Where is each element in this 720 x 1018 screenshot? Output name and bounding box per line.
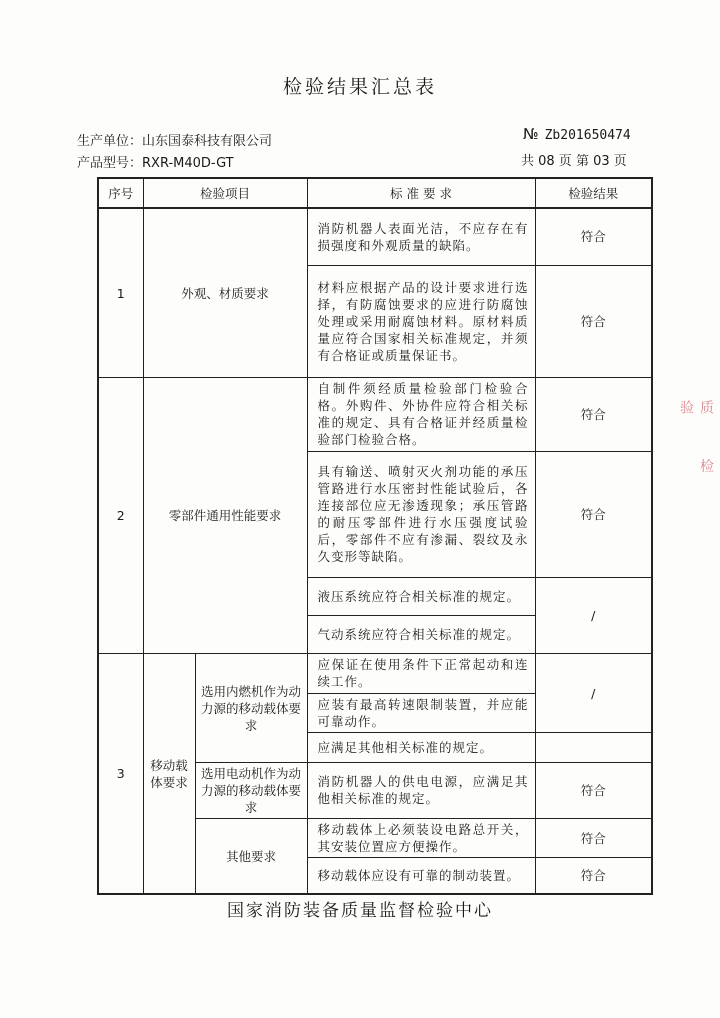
subitem-cell: 选用内燃机作为动力源的移动载体要求 [195, 654, 307, 762]
standard-cell: 移动载体应设有可靠的制动装置。 [307, 858, 535, 894]
standard-cell: 具有输送、喷射灭火剂功能的承压管路进行水压密封性能试验后，各连接部位应无渗透现象；承压管路的耐压零部件进行水压强度试验后，零部件不应有渗漏、裂纹及永久变形等缺陷。 [307, 451, 535, 578]
issuing-organization: 国家消防装备质量监督检验中心 [227, 901, 493, 921]
result-cell: 符合 [535, 858, 652, 894]
table-row [98, 378, 652, 451]
result-cell [535, 732, 652, 762]
result-cell: 符合 [535, 819, 652, 858]
row-no: 3 [98, 654, 143, 894]
standard-cell: 应装有最高转速限制装置，并应能可靠动作。 [307, 693, 535, 732]
header-no: 序号 [98, 178, 143, 208]
subitem-cell: 其他要求 [195, 819, 307, 894]
table-row [98, 208, 652, 265]
header-standard: 标 准 要 求 [307, 178, 535, 208]
row-item: 零部件通用性能要求 [143, 378, 307, 654]
result-cell: 符合 [535, 208, 652, 265]
table-header-row [98, 178, 652, 208]
table-row [98, 654, 652, 693]
row-item: 移动载体要求 [143, 654, 195, 894]
product-model: 产品型号：RXR-M40D-GT [77, 156, 234, 171]
standard-cell: 材料应根据产品的设计要求进行选择，有防腐蚀要求的应进行防腐蚀处理或采用耐腐蚀材料。原材料质量应符合国家相关标准规定，并须有合格证或质量保证书。 [307, 265, 535, 377]
page-title: 检验结果汇总表 [282, 76, 437, 98]
number-symbol: № [523, 125, 539, 143]
standard-cell: 消防机器人表面光洁，不应存在有损强度和外观质量的缺陷。 [307, 208, 535, 265]
inspection-table [97, 177, 653, 895]
result-cell: 符合 [535, 265, 652, 377]
row-item: 外观、材质要求 [143, 208, 307, 378]
result-cell: 符合 [535, 451, 652, 578]
result-cell: / [535, 578, 652, 654]
standard-cell: 液压系统应符合相关标准的规定。 [307, 578, 535, 616]
subitem-cell: 选用电动机作为动力源的移动载体要求 [195, 762, 307, 818]
header-item: 检验项目 [143, 178, 307, 208]
result-cell: / [535, 654, 652, 732]
page-indicator: 共 08 页 第 03 页 [521, 154, 627, 169]
standard-cell: 应保证在使用条件下正常起动和连续工作。 [307, 654, 535, 693]
manufacturer: 生产单位：山东国泰科技有限公司 [77, 134, 273, 149]
report-number [523, 125, 631, 143]
row-no: 2 [98, 378, 143, 654]
result-cell: 符合 [535, 378, 652, 451]
result-cell: 符合 [535, 762, 652, 818]
header-result: 检验结果 [535, 178, 652, 208]
report-number-value: Zb201650474 [544, 128, 631, 143]
standard-cell: 消防机器人的供电电源，应满足其他相关标准的规定。 [307, 762, 535, 818]
standard-cell: 应满足其他相关标准的规定。 [307, 732, 535, 762]
standard-cell: 移动载体上必须装设电路总开关，其安装位置应方便操作。 [307, 819, 535, 858]
standard-cell: 气动系统应符合相关标准的规定。 [307, 616, 535, 654]
row-no: 1 [98, 208, 143, 378]
standard-cell: 自制件须经质量检验部门检验合格。外购件、外协件应符合相关标准的规定、具有合格证并经质量检验部门检验合格。 [307, 378, 535, 451]
seal-stamp: 质 检 验 [678, 400, 714, 493]
